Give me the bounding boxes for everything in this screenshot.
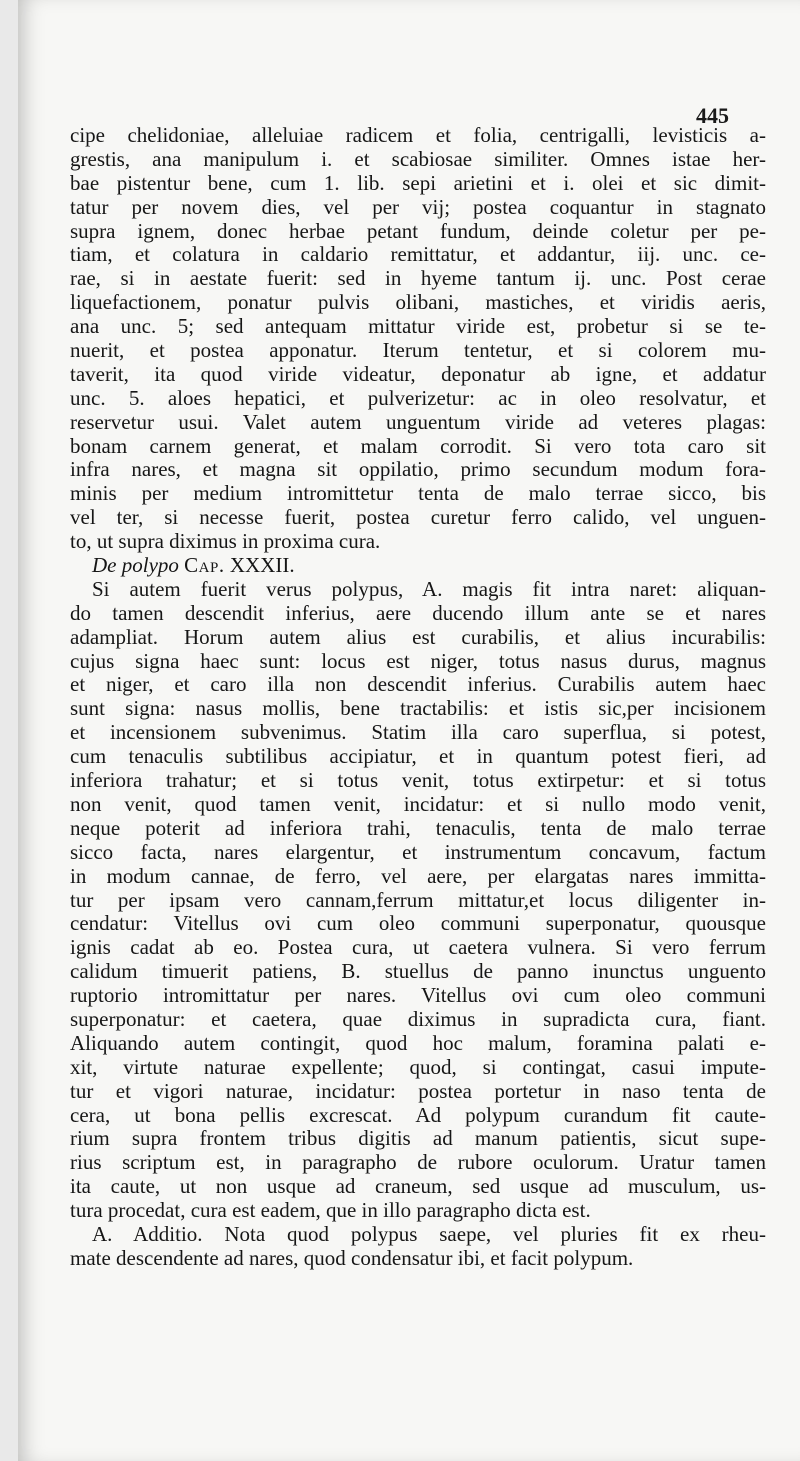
text-line: taverit, ita quod viride videatur, deponatur ab igne, et addatur — [70, 361, 766, 386]
text-line: minis per medium intromittetur tenta de malo terrae sicco, bis — [70, 481, 766, 506]
text-line: infra nares, et magna sit oppilatio, primo secundum modum fora- — [70, 457, 766, 482]
text-line: sunt signa: nasus mollis, bene tractabilis: et istis sic,per incisionem — [70, 696, 766, 721]
paragraph-remedy-continuation — [70, 124, 766, 554]
text-line: rium supra frontem tribus digitis ad manum patientis, sicut supe- — [70, 1126, 766, 1151]
text-line: tura procedat, cura est eadem, que in illo paragrapho dicta est. — [70, 1198, 591, 1223]
body-text — [70, 124, 766, 1271]
text-line: rius scriptum est, in paragrapho de rubore oculorum. Uratur tamen — [70, 1150, 766, 1175]
text-line: to, ut supra diximus in proxima cura. — [70, 529, 381, 554]
text-line: Aliquando autem contingit, quod hoc malum, foramina palati e- — [70, 1030, 766, 1055]
text-line: ruptorio intromittatur per nares. Vitellus ovi cum oleo communi — [70, 983, 766, 1008]
text-line: sicco facta, nares elargentur, et instrumentum concavum, factum — [70, 839, 766, 864]
text-line: nuerit, et postea apponatur. Iterum tentetur, et si colorem mu- — [70, 338, 766, 363]
text-line: supra ignem, donec herbae petant fundum, deinde coletur per pe- — [70, 218, 766, 243]
text-line: bonam carnem generat, et malam corrodit. Si vero tota caro sit — [70, 433, 766, 458]
book-page — [18, 0, 800, 1461]
chapter-title: De polypo — [92, 553, 179, 578]
text-line: ita caute, ut non usque ad craneum, sed usque ad musculum, us- — [70, 1174, 766, 1199]
text-line: mate descendente ad nares, quod condensatur ibi, et facit polypum. — [70, 1245, 634, 1270]
text-line: et incensionem subvenimus. Statim illa caro superflua, si potest, — [70, 720, 766, 745]
text-line: unc. 5. aloes hepatici, et pulverizetur: ac in oleo resolvatur, et — [70, 385, 766, 410]
text-line: superponatur: et caetera, quae diximus in supradicta cura, fiant. — [70, 1006, 766, 1031]
text-line: tiam, et colatura in caldario remittatur, et addantur, iij. unc. ce- — [70, 242, 766, 267]
text-line: bae pistentur bene, cum 1. lib. sepi arietini et i. olei et sic dimit- — [70, 170, 766, 195]
text-line: inferiora trahatur; et si totus venit, totus extirpetur: et si totus — [70, 768, 766, 793]
text-line: neque poterit ad inferiora trahi, tenaculis, tenta de malo terrae — [70, 815, 766, 840]
text-line: calidum timuerit patiens, B. stuellus de panno inunctus unguento — [70, 959, 766, 984]
page-number: 445 — [696, 103, 729, 128]
text-line: cujus signa haec sunt: locus est niger, totus nasus durus, magnus — [70, 648, 766, 673]
chapter-number: XXXII. — [229, 553, 295, 578]
text-line: cipe chelidoniae, alleluiae radicem et folia, centrigalli, levisticis a- — [70, 123, 766, 147]
paragraph-polypus — [70, 578, 766, 1223]
text-line: adampliat. Horum autem alius est curabilis, et alius incurabilis: — [70, 624, 766, 649]
text-line: tur per ipsam vero cannam,ferrum mittatur,et locus diligenter in- — [70, 887, 766, 912]
text-line: non venit, quod tamen venit, incidatur: et si nullo modo venit, — [70, 791, 766, 816]
text-line: vel ter, si necesse fuerit, postea curetur ferro calido, vel unguen- — [70, 505, 766, 530]
text-line: rae, si in aestate fuerit: sed in hyeme tantum ij. unc. Post cerae — [70, 266, 766, 291]
text-line: tatur per novem dies, vel per vij; postea coquantur in stagnato — [70, 194, 766, 219]
text-line: tur et vigori naturae, incidatur: postea portetur in naso tenta de — [70, 1078, 766, 1103]
text-line: A. Additio. Nota quod polypus saepe, vel pluries fit ex rheu- — [92, 1221, 766, 1246]
text-line: cera, ut bona pellis excrescat. Ad polypum curandum fit caute- — [70, 1102, 766, 1127]
text-line: cum tenaculis subtilibus accipiatur, et in quantum potest fieri, ad — [70, 744, 766, 769]
text-line: reservetur usui. Valet autem unguentum viride ad veteres plagas: — [70, 409, 766, 434]
text-line: grestis, ana manipulum i. et scabiosae similiter. Omnes istae her- — [70, 146, 766, 171]
text-line: liquefactionem, ponatur pulvis olibani, mastiches, et viridis aeris, — [70, 290, 766, 315]
text-line: cendatur: Vitellus ovi cum oleo communi superponatur, quousque — [70, 911, 766, 936]
text-line: ana unc. 5; sed antequam mittatur viride est, probetur si se te- — [70, 314, 766, 339]
paragraph-additio — [70, 1223, 766, 1271]
text-line: xit, virtute naturae expellente; quod, si contingat, casui impute- — [70, 1054, 766, 1079]
chapter-cap-label: Cap. — [184, 553, 225, 578]
text-line: in modum cannae, de ferro, vel aere, per elargatas nares immitta- — [70, 863, 766, 888]
chapter-heading — [70, 554, 766, 578]
text-line: Si autem fuerit verus polypus, A. magis fit intra naret: aliquan- — [92, 576, 766, 601]
text-line: ignis cadat ab eo. Postea cura, ut caetera vulnera. Si vero ferrum — [70, 935, 766, 960]
text-line: do tamen descendit inferius, aere ducendo illum ante se et nares — [70, 600, 766, 625]
text-line: et niger, et caro illa non descendit inferius. Curabilis autem haec — [70, 672, 766, 697]
